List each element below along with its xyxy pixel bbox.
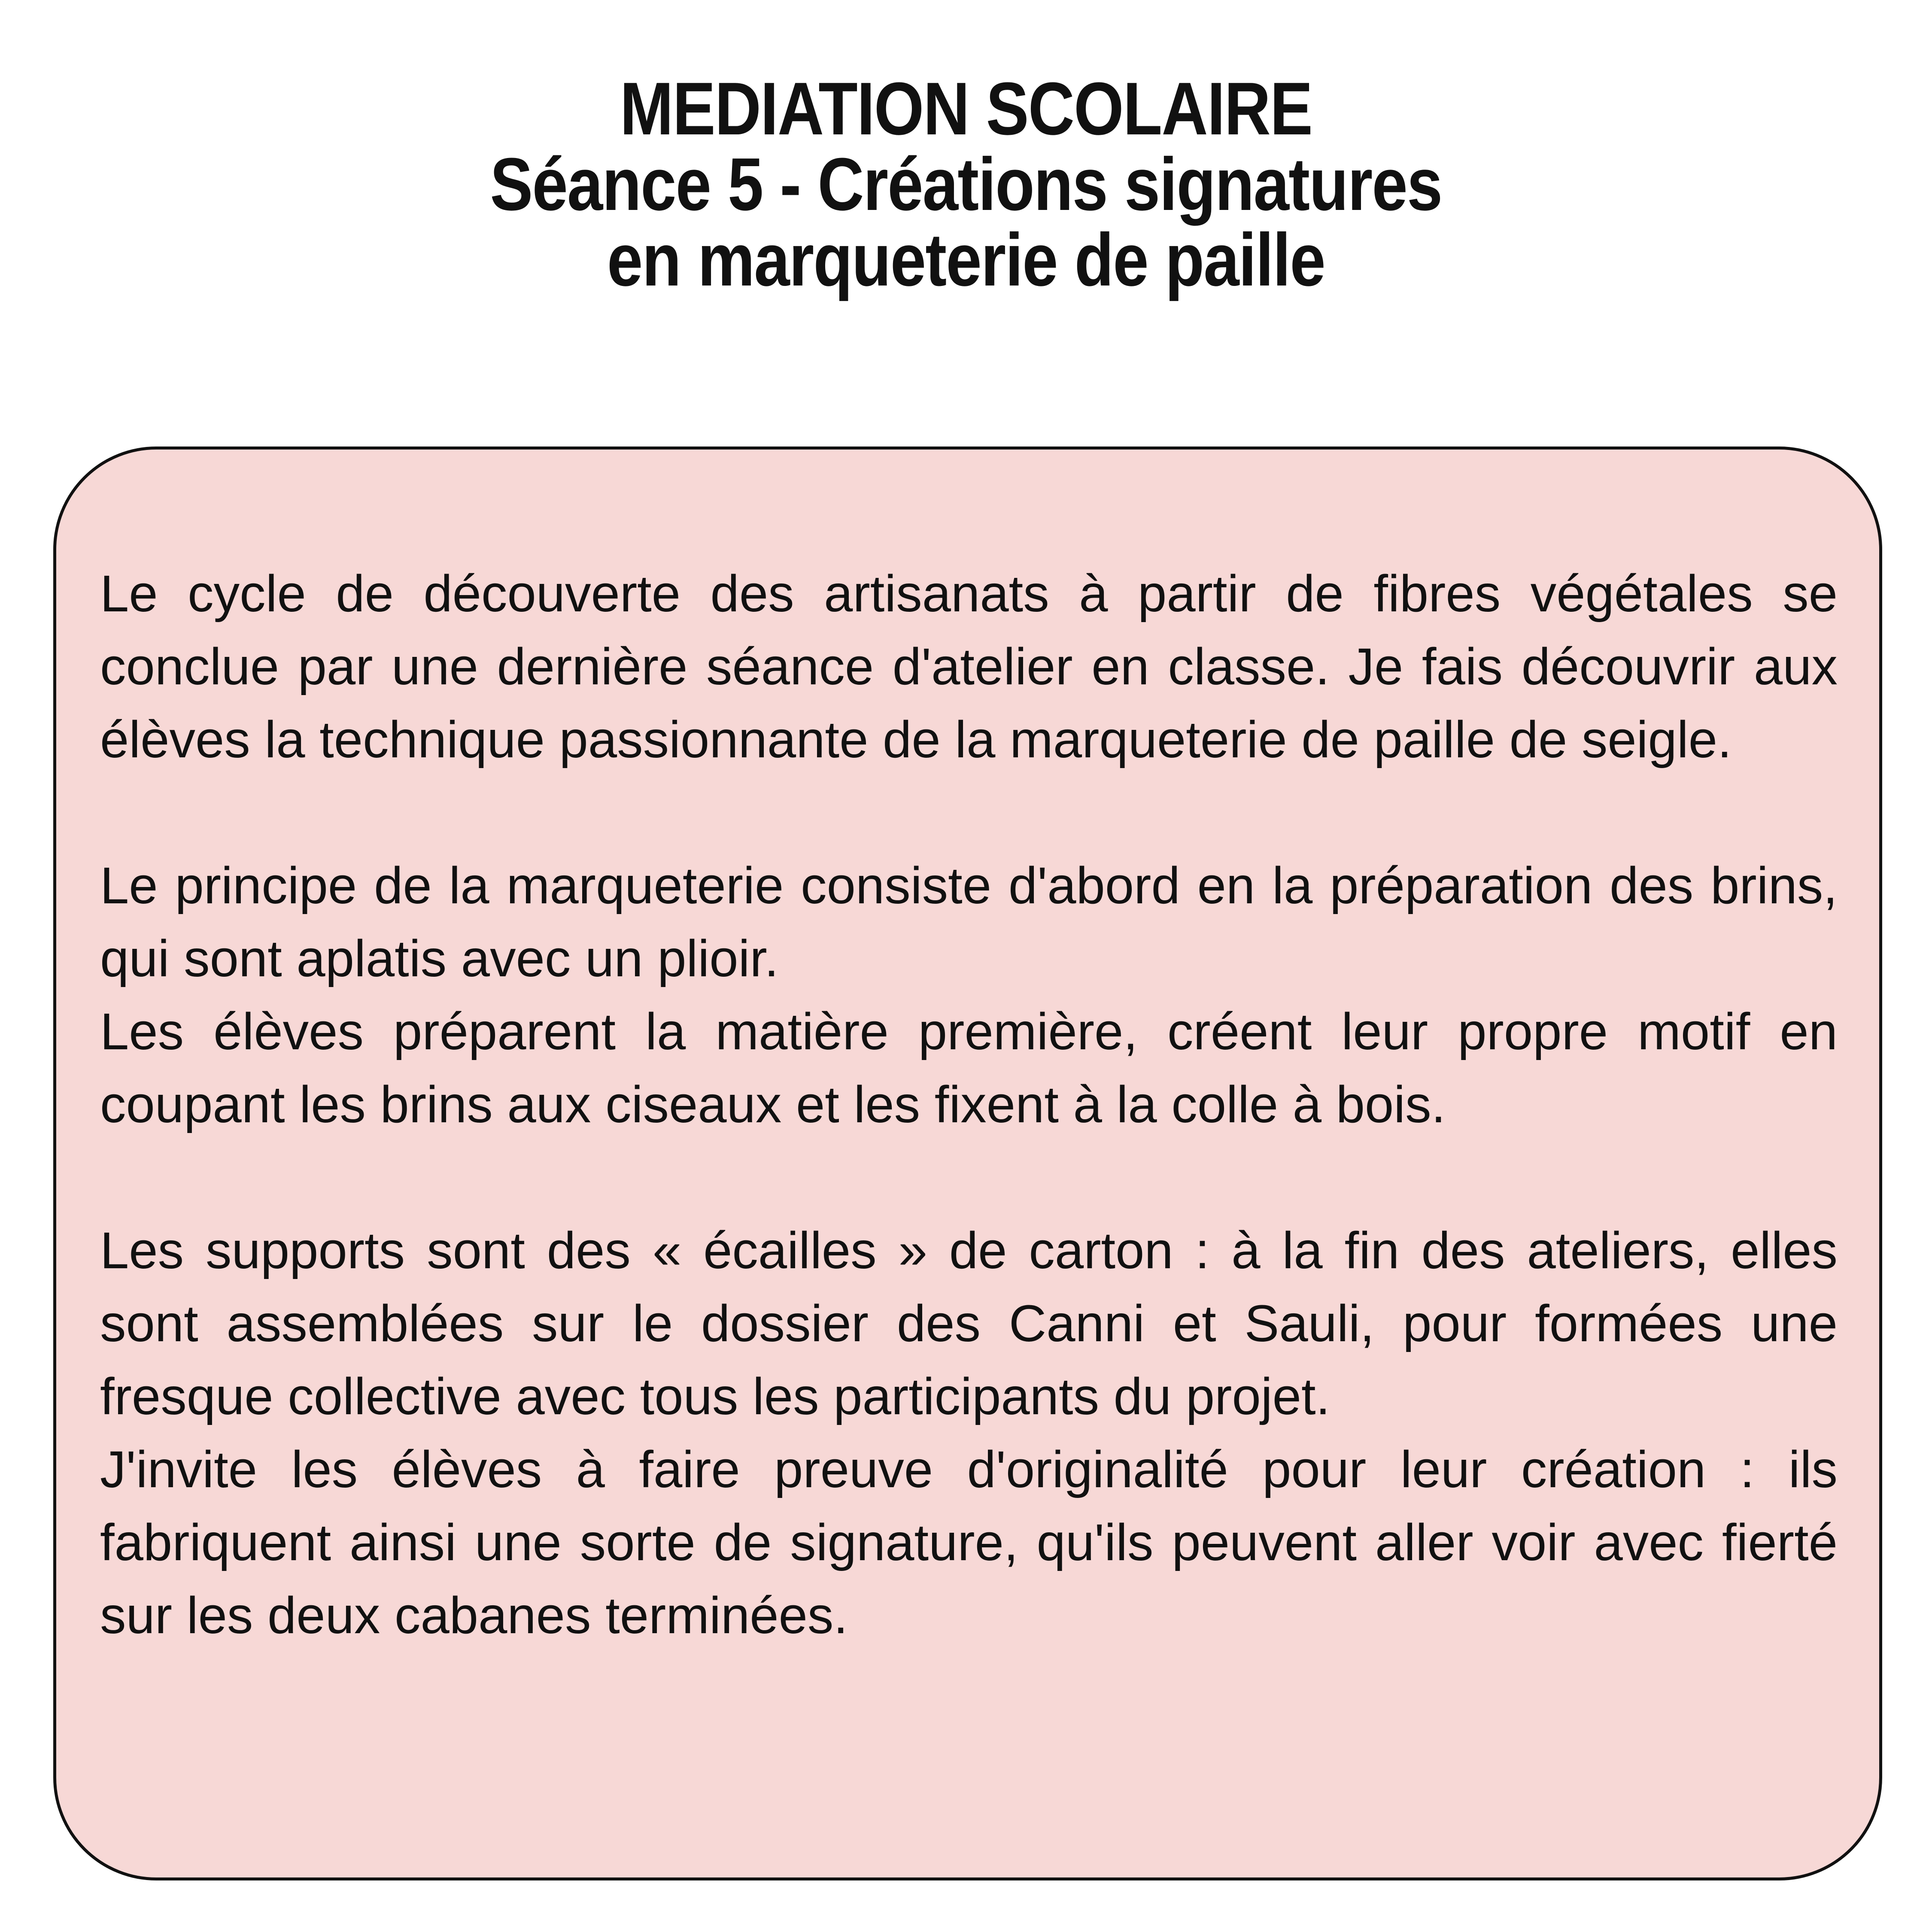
page-title (0, 67, 1932, 301)
title-line-1: MEDIATION SCOLAIRE (620, 67, 1312, 150)
panel-body (100, 557, 1838, 1652)
paragraph-process: Les élèves préparent la matière première, créent leur propre motif en coupant les brins aux ciseaux et les fixent à la colle à bois. (100, 1002, 1838, 1133)
paragraph-spacer (100, 776, 1838, 849)
title-line-3: en marqueterie de paille (607, 218, 1325, 301)
title-line-2: Séance 5 - Créations signatures (490, 142, 1442, 226)
paragraph-originality: J'invite les élèves à faire preuve d'originalité pour leur création : ils fabriquent ainsi une sorte de signature, qu'ils peuvent aller voir avec fierté sur les deux cabanes terminées. (100, 1440, 1838, 1644)
paragraph-spacer (100, 1141, 1838, 1214)
paragraph-supports: Les supports sont des « écailles » de carton : à la fin des ateliers, elles sont assemblées sur le dossier des Canni et Sauli, pour formées une fresque collective avec tous les participants du projet. (100, 1221, 1838, 1425)
paragraph-intro: Le cycle de découverte des artisanats à partir de fibres végétales se conclue par une dernière séance d'atelier en classe. Je fais découvrir aux élèves la technique passionnante de la marqueterie de paille de seigle. (100, 564, 1838, 769)
paragraph-principle: Le principe de la marqueterie consiste d'abord en la préparation des brins, qui sont aplatis avec un plioir. (100, 856, 1838, 987)
